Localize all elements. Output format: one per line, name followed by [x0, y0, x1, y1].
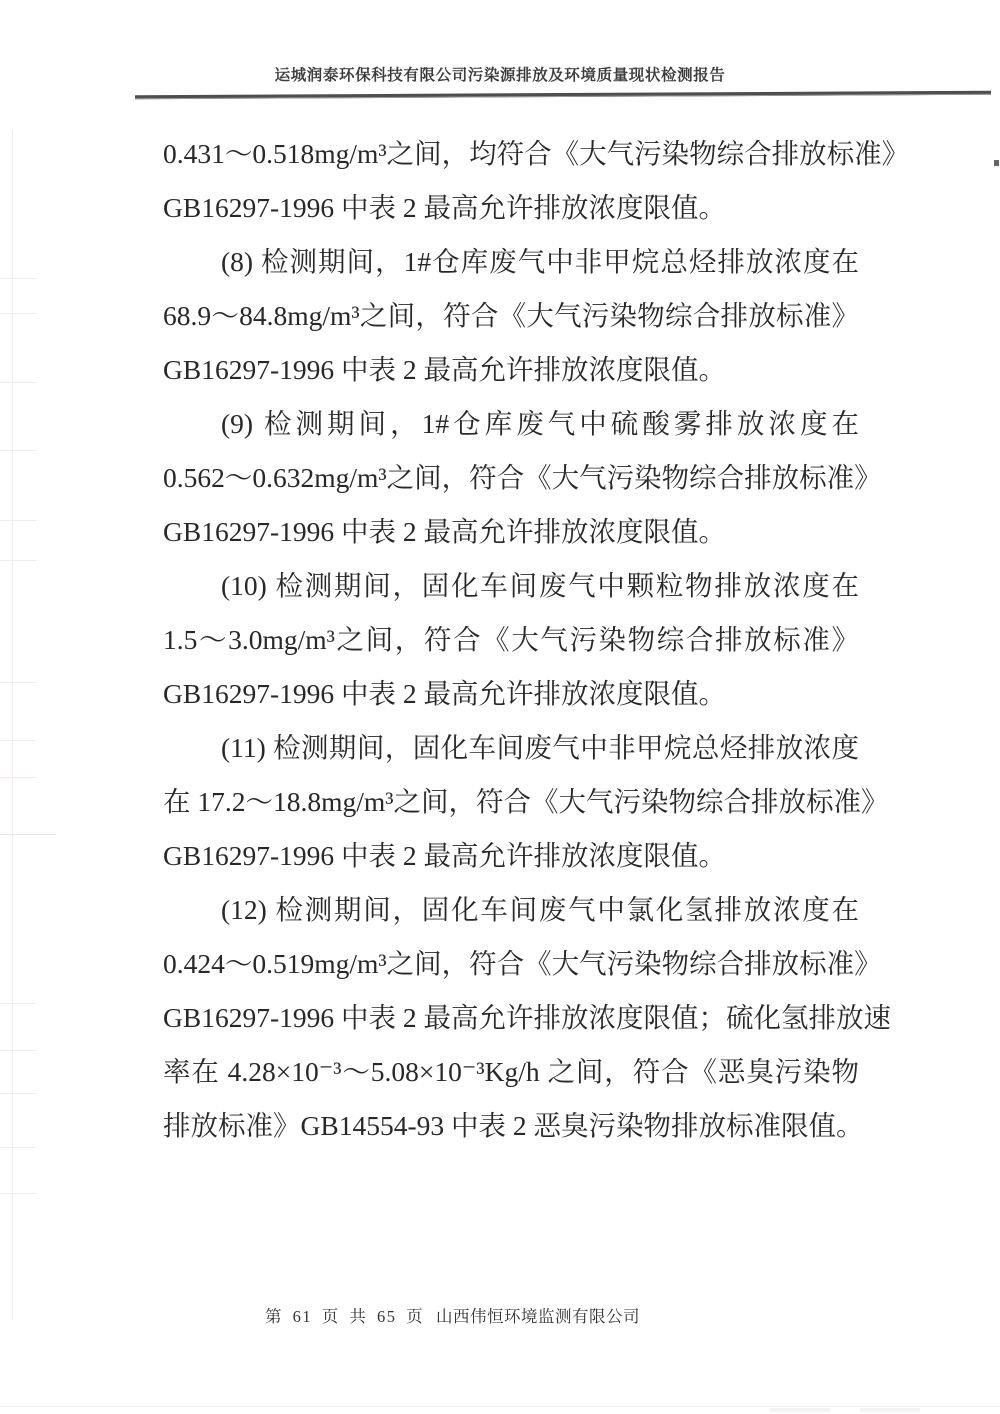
paragraph [163, 559, 859, 721]
text-line: (8) 检测期间，1#仓库废气中非甲烷总烃排放浓度在 [221, 246, 859, 277]
scan-artifact-line [0, 1193, 36, 1194]
text-line: 0.562～0.632mg/m³之间，符合《大气污染物综合排放标准》 [163, 462, 882, 493]
text-line: 68.9～84.8mg/m³之间，符合《大气污染物综合排放标准》 [163, 300, 859, 331]
text-line: (9) 检测期间，1#仓库废气中硫酸雾排放浓度在 [221, 408, 859, 439]
text-line: 率在 4.28×10⁻³～5.08×10⁻³Kg/h 之间，符合《恶臭污染物 [163, 1056, 859, 1087]
scan-artifact-smudge [770, 1408, 830, 1412]
text-line: 0.431～0.518mg/m³之间，均符合《大气污染物综合排放标准》 [163, 138, 910, 169]
scan-artifact-line [0, 1050, 36, 1051]
scan-artifact-line [0, 1147, 36, 1148]
text-line: 排放标准》GB14554-93 中表 2 恶臭污染物排放标准限值。 [163, 1110, 864, 1141]
text-line: 1.5～3.0mg/m³之间，符合《大气污染物综合排放标准》 [163, 624, 859, 655]
scan-artifact-smudge [860, 1408, 920, 1412]
scan-artifact-line [0, 777, 36, 778]
text-line: GB16297-1996 中表 2 最高允许排放浓度限值。 [163, 678, 726, 709]
scan-artifact-speck [994, 160, 999, 166]
scan-artifact-vertical-line [12, 130, 13, 1320]
report-body-text [163, 127, 910, 1153]
text-line: (10) 检测期间，固化车间废气中颗粒物排放浓度在 [221, 570, 859, 601]
text-line: (11) 检测期间，固化车间废气中非甲烷总烃排放浓度 [221, 732, 859, 763]
scan-artifact-line [0, 834, 56, 835]
text-line: GB16297-1996 中表 2 最高允许排放浓度限值；硫化氢排放速 [163, 1002, 891, 1033]
scan-artifact-line [0, 560, 36, 561]
text-line: GB16297-1996 中表 2 最高允许排放浓度限值。 [163, 354, 726, 385]
footer-company-name: 山西伟恒环境监测有限公司 [436, 1307, 640, 1326]
text-line: 在 17.2～18.8mg/m³之间，符合《大气污染物综合排放标准》 [163, 786, 889, 817]
paragraph [163, 127, 910, 235]
scan-artifact-line [0, 313, 36, 314]
scan-artifact-line [0, 682, 36, 683]
paragraph [163, 235, 859, 397]
text-line: 0.424～0.519mg/m³之间，符合《大气污染物综合排放标准》 [163, 948, 882, 979]
scan-artifact-line [0, 1093, 36, 1094]
footer-page-number: 第 61 页 共 65 页 [265, 1307, 425, 1326]
scan-artifact-line [0, 740, 36, 741]
scan-artifact-line [0, 382, 36, 383]
header-divider-line [135, 91, 991, 99]
text-line: (12) 检测期间，固化车间废气中氯化氢排放浓度在 [221, 894, 859, 925]
paragraph [163, 397, 882, 559]
scan-artifact-line [0, 278, 36, 279]
paragraph [163, 883, 891, 1153]
scan-artifact-bottom-line [0, 1406, 1000, 1407]
scan-artifact-line [0, 520, 36, 521]
scan-artifact-line [0, 1003, 36, 1004]
text-line: GB16297-1996 中表 2 最高允许排放浓度限值。 [163, 192, 726, 223]
text-line: GB16297-1996 中表 2 最高允许排放浓度限值。 [163, 840, 726, 871]
scan-artifact-line [0, 450, 36, 451]
report-header-title: 运城润泰环保科技有限公司污染源排放及环境质量现状检测报告 [274, 67, 726, 84]
text-line: GB16297-1996 中表 2 最高允许排放浓度限值。 [163, 516, 726, 547]
paragraph [163, 721, 889, 883]
